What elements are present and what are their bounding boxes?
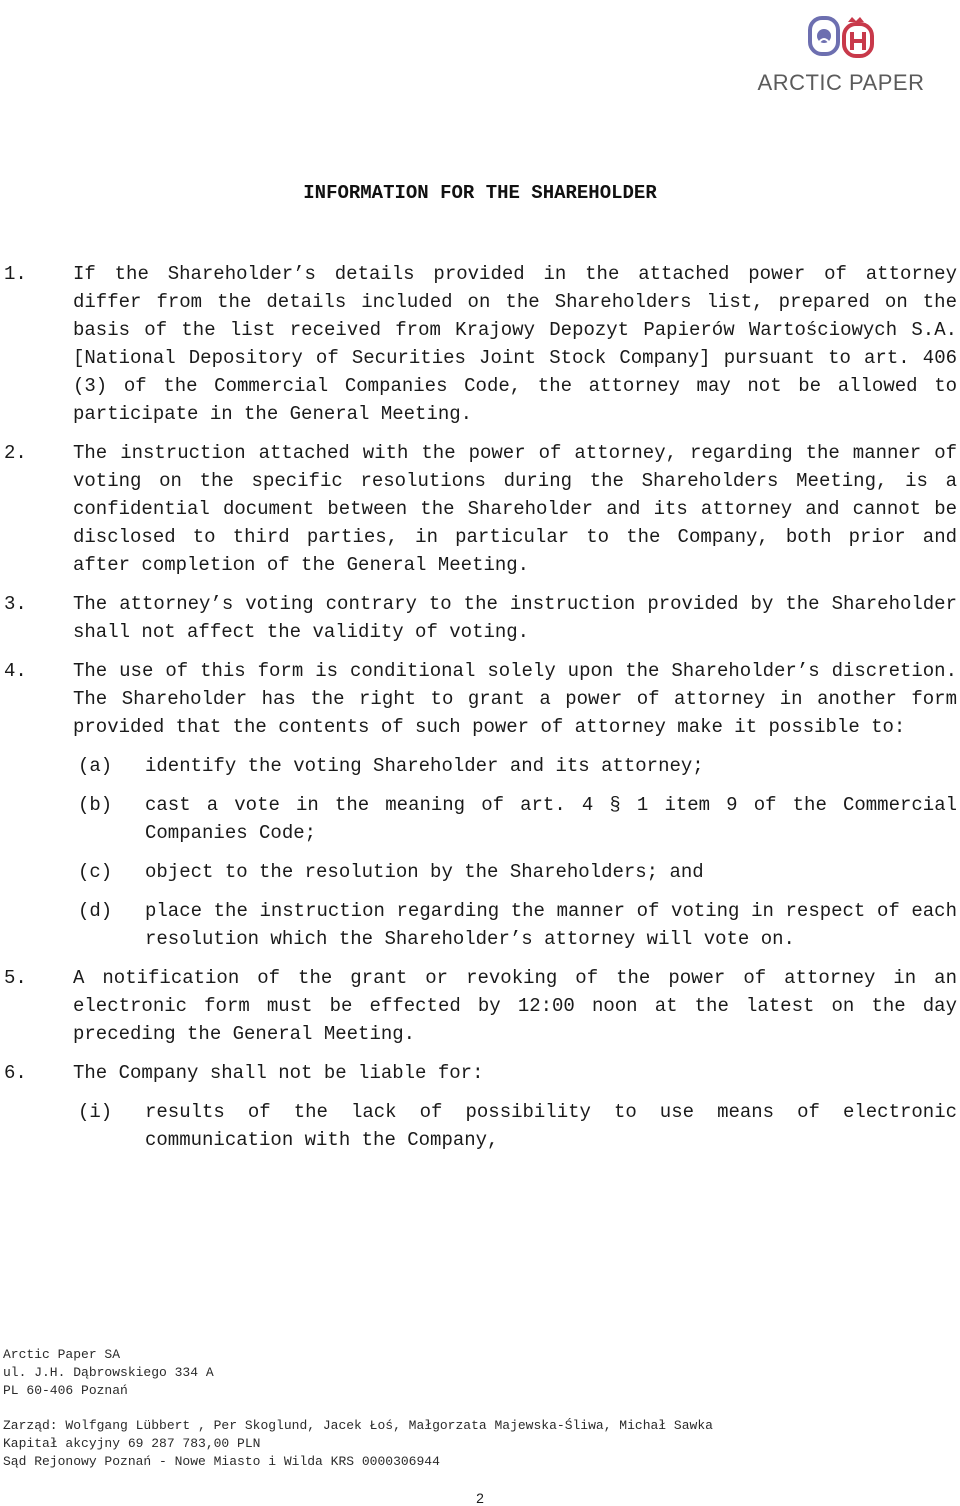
item-number: 6.	[4, 1062, 27, 1084]
list-item	[0, 439, 960, 579]
item-text: If the Shareholder’s details provided in the attached power of attorney differ from the details included on the Shareholders list, prepared on the basis of the list received from Krajowy Depozyt Papierów Wartościowych S.A. [National Depository of Securities Joint Stock Company] pursuant to art. 406 (3) of the Commercial Companies Code, the attorney may not be allowed to participate in the General Meeting.	[73, 263, 957, 425]
list-item	[0, 657, 960, 741]
item-number: 5.	[4, 967, 27, 989]
sub-list-item	[0, 752, 960, 780]
item-text: The use of this form is conditional solely upon the Shareholder’s discretion. The Shareholder has the right to grant a power of attorney in another form provided that the contents of such power of attorney make it possible to:	[73, 660, 957, 738]
sub-item-label: (b)	[78, 794, 113, 816]
sub-item-text: object to the resolution by the Shareholders; and	[145, 861, 704, 883]
item-number: 4.	[4, 660, 27, 682]
document-body	[0, 260, 960, 1165]
sub-item-text: results of the lack of possibility to use means of electronic communication with the Company,	[145, 1101, 957, 1151]
document-title: INFORMATION FOR THE SHAREHOLDER	[303, 182, 657, 204]
list-item	[0, 260, 960, 428]
item-number: 1.	[4, 263, 27, 285]
sub-item-label: (d)	[78, 900, 113, 922]
sub-item-text: cast a vote in the meaning of art. 4 § 1 item 9 of the Commercial Companies Code;	[145, 794, 957, 844]
item-text: The Company shall not be liable for:	[73, 1062, 484, 1084]
footer-board: Zarząd: Wolfgang Lübbert , Per Skoglund, Jacek Łoś, Małgorzata Majewska-Śliwa, Michał Sawka	[3, 1418, 713, 1433]
footer-city: PL 60-406 Poznań	[3, 1383, 128, 1398]
item-text: The attorney’s voting contrary to the instruction provided by the Shareholder shall not affect the validity of voting.	[73, 593, 957, 643]
footer-street: ul. J.H. Dąbrowskiego 334 A	[3, 1365, 214, 1380]
footer-capital: Kapitał akcyjny 69 287 783,00 PLN	[3, 1436, 261, 1451]
footer-court: Sąd Rejonowy Poznań - Nowe Miasto i Wilda KRS 0000306944	[3, 1454, 440, 1469]
sub-list-item	[0, 897, 960, 953]
item-text: A notification of the grant or revoking of the power of attorney in an electronic form must be effected by 12:00 noon at the latest on the day preceding the General Meeting.	[73, 967, 957, 1045]
sub-list-item	[0, 791, 960, 847]
list-item	[0, 1059, 960, 1087]
page-footer	[3, 1346, 713, 1471]
page-number: 2	[476, 1490, 484, 1506]
item-number: 3.	[4, 593, 27, 615]
item-number: 2.	[4, 442, 27, 464]
sub-list-item	[0, 858, 960, 886]
sub-item-label: (i)	[78, 1101, 113, 1123]
sub-item-label: (a)	[78, 755, 113, 777]
list-item	[0, 590, 960, 646]
sub-item-text: place the instruction regarding the manner of voting in respect of each resolution which the Shareholder’s attorney will vote on.	[145, 900, 957, 950]
footer-company: Arctic Paper SA	[3, 1347, 121, 1362]
item-text: The instruction attached with the power of attorney, regarding the manner of voting on the specific resolutions during the Shareholders Meeting, is a confidential document between the Shareholder and its attorney and cannot be disclosed to third parties, in particular to the Company, both prior and after completion of the General Meeting.	[73, 442, 957, 576]
logo-text: ARCTIC PAPER	[757, 70, 925, 95]
company-logo	[736, 14, 946, 94]
sub-list-item	[0, 1098, 960, 1154]
list-item	[0, 964, 960, 1048]
sub-item-label: (c)	[78, 861, 113, 883]
sub-item-text: identify the voting Shareholder and its attorney;	[145, 755, 704, 777]
arctic-paper-emblem-icon	[806, 14, 876, 66]
